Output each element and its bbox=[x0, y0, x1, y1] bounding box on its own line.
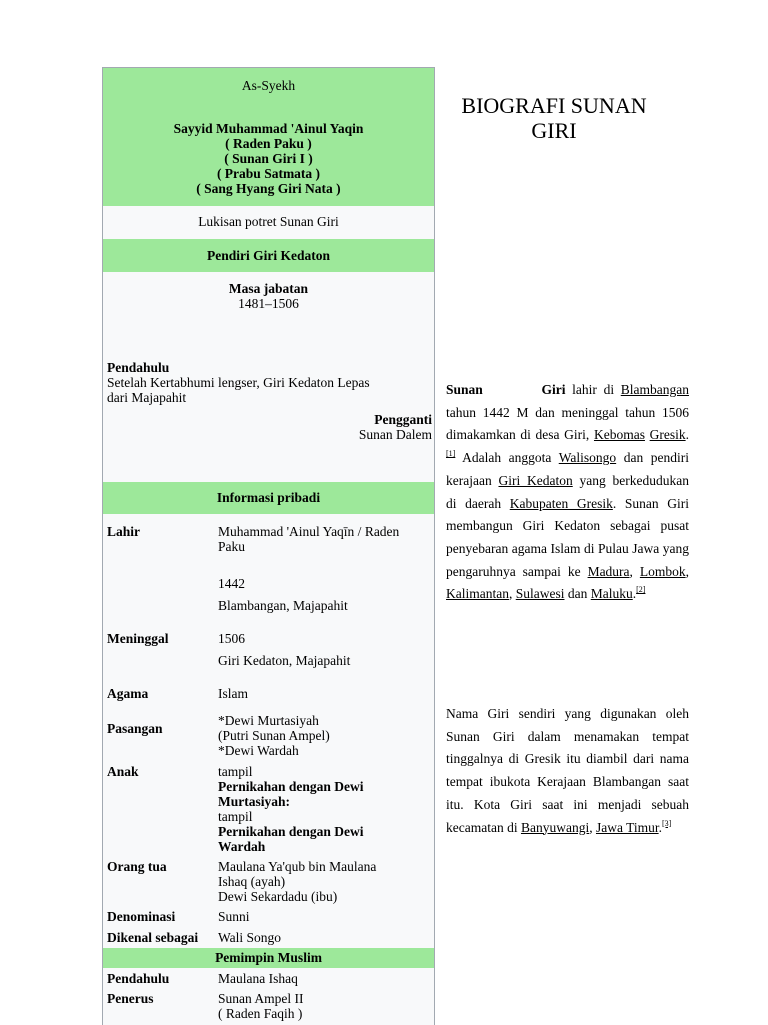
link-sulawesi[interactable]: Sulawesi bbox=[515, 586, 565, 602]
successor-label: Pengganti bbox=[374, 412, 432, 427]
infobox-name-alias: ( Raden Paku ) bbox=[225, 136, 312, 151]
article-text: . Sunan Giri membangun Giri Kedaton sebagai pusat penyebaran agama Islam di Pulau Jawa yang pengaruhnya sampai ke bbox=[446, 495, 689, 579]
article-text: , bbox=[508, 586, 516, 602]
died-place: Giri Kedaton, Majapahit bbox=[218, 653, 351, 668]
children-marriage-heading: Murtasiyah: bbox=[218, 794, 290, 809]
citation-link[interactable]: [2] bbox=[636, 585, 646, 595]
link-kabupaten-gresik[interactable]: Kabupaten Gresik bbox=[509, 495, 613, 511]
article-text: , bbox=[685, 563, 689, 579]
infobox-name-main: Sayyid Muhammad 'Ainul Yaqin bbox=[173, 121, 364, 136]
children-marriage-heading: Pernikahan dengan Dewi bbox=[218, 824, 364, 839]
article-text: . bbox=[685, 427, 689, 443]
known-as-label: Dikenal sebagai bbox=[107, 930, 199, 945]
article-text: , bbox=[589, 819, 596, 835]
leader-successor-value: ( Raden Faqih ) bbox=[218, 1006, 303, 1021]
successor-value: Sunan Dalem bbox=[358, 427, 432, 442]
parents-label: Orang tua bbox=[107, 859, 167, 874]
link-jawa-timur[interactable]: Jawa Timur bbox=[595, 819, 659, 835]
citation-link[interactable]: [1] bbox=[446, 449, 456, 459]
parents-line: Maulana Ya'qub bin Maulana bbox=[218, 859, 377, 874]
leader-predecessor-label: Pendahulu bbox=[107, 971, 170, 986]
infobox-name-alias: ( Sang Hyang Giri Nata ) bbox=[196, 181, 341, 196]
spouse-line: *Dewi Murtasiyah bbox=[218, 713, 319, 728]
article-text: , bbox=[629, 563, 640, 579]
article-text: yang berkedudukan di daerah bbox=[446, 472, 689, 511]
term-label: Masa jabatan bbox=[228, 281, 309, 296]
died-label: Meninggal bbox=[107, 631, 169, 646]
predecessor-value: dari Majapahit bbox=[107, 390, 187, 405]
born-label: Lahir bbox=[107, 524, 141, 539]
personal-section-header bbox=[103, 482, 434, 514]
parents-line: Dewi Sekardadu (ibu) bbox=[218, 889, 338, 904]
spouse-line: (Putri Sunan Ampel) bbox=[218, 728, 330, 743]
parents-line: Ishaq (ayah) bbox=[218, 874, 286, 889]
link-maluku[interactable]: Maluku bbox=[590, 586, 633, 602]
page-title bbox=[446, 93, 662, 143]
article-paragraph-2 bbox=[446, 703, 689, 839]
link-kalimantan[interactable]: Kalimantan bbox=[446, 586, 509, 602]
link-madura[interactable]: Madura bbox=[587, 563, 630, 579]
article-paragraph-1 bbox=[446, 379, 689, 606]
leader-section-header bbox=[103, 948, 434, 968]
article-text: dan bbox=[564, 586, 591, 602]
term-value: 1481–1506 bbox=[238, 296, 299, 311]
article-subject: Sunan Giri bbox=[446, 382, 566, 397]
leader-successor-value: Sunan Ampel II bbox=[218, 991, 304, 1006]
children-marriage-heading: Pernikahan dengan Dewi bbox=[218, 779, 364, 794]
born-name: Muhammad 'Ainul Yaqīn / Raden bbox=[218, 524, 400, 539]
article-text: . bbox=[632, 586, 637, 602]
portrait-caption: Lukisan potret Sunan Giri bbox=[198, 214, 339, 229]
infobox bbox=[102, 67, 435, 1025]
religion-value: Islam bbox=[218, 686, 248, 701]
died-year: 1506 bbox=[218, 631, 245, 646]
link-walisongo[interactable]: Walisongo bbox=[558, 450, 617, 466]
article-text: lahir di bbox=[565, 382, 621, 397]
children-label: Anak bbox=[107, 764, 139, 779]
leader-section-title: Pemimpin Muslim bbox=[215, 950, 322, 965]
infobox-prefix: As-Syekh bbox=[241, 78, 296, 93]
link-banyuwangi[interactable]: Banyuwangi bbox=[520, 819, 590, 835]
denomination-value: Sunni bbox=[218, 909, 250, 924]
article-text: dan pendiri kerajaan bbox=[446, 450, 689, 488]
link-giri-kedaton[interactable]: Giri Kedaton bbox=[498, 472, 573, 488]
infobox-name-alias: ( Sunan Giri I ) bbox=[224, 151, 313, 166]
article-text: . bbox=[658, 819, 662, 835]
born-name: Paku bbox=[218, 539, 245, 554]
children-toggle[interactable]: tampil bbox=[218, 764, 253, 779]
spouse-line: *Dewi Wardah bbox=[218, 743, 299, 758]
known-as-value: Wali Songo bbox=[218, 930, 282, 945]
leader-successor-label: Penerus bbox=[107, 991, 154, 1006]
predecessor-label: Pendahulu bbox=[107, 360, 170, 375]
article-text: Adalah anggota bbox=[455, 450, 559, 466]
office-section-header bbox=[103, 239, 434, 272]
born-year: 1442 bbox=[218, 576, 245, 591]
spouse-label: Pasangan bbox=[107, 721, 163, 736]
personal-section-title: Informasi pribadi bbox=[216, 490, 321, 505]
children-marriage-heading: Wardah bbox=[218, 839, 266, 854]
leader-predecessor-value: Maulana Ishaq bbox=[218, 971, 298, 986]
office-section-title: Pendiri Giri Kedaton bbox=[207, 248, 330, 263]
children-toggle[interactable]: tampil bbox=[218, 809, 253, 824]
link-gresik[interactable]: Gresik bbox=[649, 427, 686, 443]
religion-label: Agama bbox=[107, 686, 149, 701]
citation-link[interactable]: [3] bbox=[662, 818, 672, 828]
link-lombok[interactable]: Lombok bbox=[639, 563, 686, 579]
denomination-label: Denominasi bbox=[107, 909, 176, 924]
article-text: Nama Giri sendiri yang digunakan oleh Sunan Giri dalam menamakan tempat tinggalnya di Gresik itu diambil dari nama tempat ibukota Kerajaan Blambangan saat itu. Kota Giri saat ini menjadi sebuah kecamatan di bbox=[446, 706, 689, 835]
infobox-name-alias: ( Prabu Satmata ) bbox=[216, 166, 321, 181]
link-blambangan[interactable]: Blambangan bbox=[620, 382, 689, 397]
page-title-line: BIOGRAFI SUNAN bbox=[461, 93, 647, 118]
born-place: Blambangan, Majapahit bbox=[218, 598, 348, 613]
link-kebomas[interactable]: Kebomas bbox=[593, 427, 645, 443]
infobox-title-block bbox=[103, 68, 434, 206]
article-text: tahun 1442 M dan meninggal tahun 1506 dimakamkan di desa Giri, bbox=[446, 404, 689, 443]
page-title-line: GIRI bbox=[531, 118, 577, 143]
predecessor-value: Setelah Kertabhumi lengser, Giri Kedaton Lepas bbox=[107, 375, 370, 390]
